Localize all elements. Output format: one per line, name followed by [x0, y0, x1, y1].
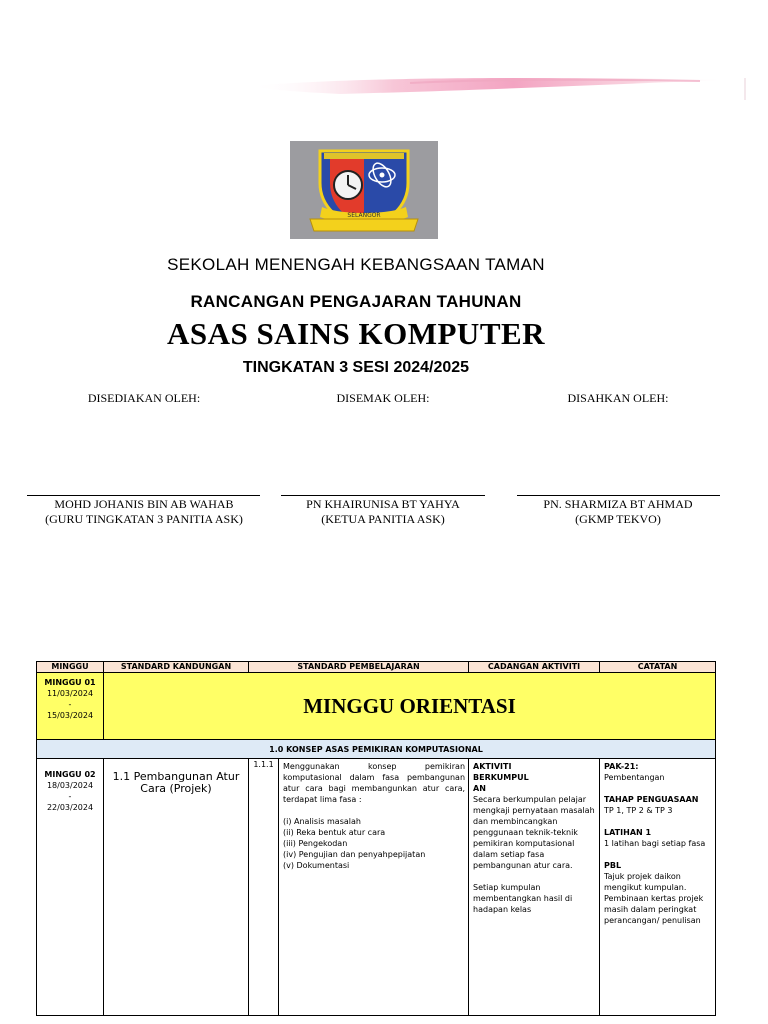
approved-by-role: (GKMP TEKVO) [575, 512, 661, 526]
checked-by-block [263, 497, 503, 527]
week-02-title: MINGGU 02 [44, 770, 96, 779]
week-01-dash: - [68, 700, 72, 709]
approved-by-block [498, 497, 738, 527]
section-row [37, 740, 716, 759]
prepared-by-block [24, 497, 264, 527]
cadangan-aktiviti-cell [469, 759, 600, 1016]
header-catatan: CATATAN [600, 662, 716, 673]
school-logo [290, 141, 438, 239]
sp-item: (ii) Reka bentuk atur cara [283, 828, 386, 837]
standard-pembelajaran-cell [279, 759, 469, 1016]
approved-by-heading: DISAHKAN OLEH: [567, 391, 669, 405]
note-tp-title: TAHAP PENGUASAAN [604, 795, 699, 804]
prepared-by-signature-line [27, 495, 260, 496]
week-02-cell [37, 759, 104, 1016]
checked-by-heading: DISEMAK OLEH: [336, 391, 430, 405]
note-latihan-title: LATIHAN 1 [604, 828, 652, 837]
activity-title-line-3: AN [473, 784, 486, 793]
week-01-start: 11/03/2024 [46, 689, 94, 698]
activity-description: Secara berkumpulan pelajar mengkaji pernyataan masalah dan membincangkan penggunaan teknik-teknik pemikiran komputasional dalam setiap fasa pembangunan atur cara. [473, 795, 595, 870]
week-01-cell [37, 673, 104, 740]
learning-standard-code: 1.1.1 [249, 759, 279, 1016]
sp-item: (iv) Pengujian dan penyahpepijatan [283, 850, 426, 859]
note-latihan-text: 1 latihan bagi setiap fasa [604, 839, 706, 848]
activity-title-line-1: AKTIVITI [473, 762, 512, 771]
approved-by-signature-line [517, 495, 720, 496]
logo-banner-text: SELANGOR [347, 212, 381, 219]
standard-kandungan-cell: 1.1 Pembangunan Atur Cara (Projek) [104, 759, 249, 1016]
week-01-title: MINGGU 01 [44, 678, 96, 687]
catatan-cell [600, 759, 716, 1016]
sp-item: (v) Dokumentasi [283, 861, 350, 870]
note-tp-text: TP 1, TP 2 & TP 3 [604, 806, 673, 815]
week-02-start: 18/03/2024 [46, 781, 94, 790]
sp-item: (i) Analisis masalah [283, 817, 361, 826]
note-pak21-title: PAK-21: [604, 762, 639, 771]
header-standard-pembelajaran: STANDARD PEMBELAJARAN [249, 662, 469, 673]
brush-stroke-decoration [230, 74, 750, 100]
header-minggu: MINGGU [37, 662, 104, 673]
note-pbl-text: Tajuk projek daikon mengikut kumpulan. Pembinaan kertas projek masih dalam peringkat perancangan/ penulisan [604, 872, 704, 925]
note-pak21-text: Pembentangan [604, 773, 665, 782]
checked-by-name: PN KHAIRUNISA BT YAHYA [306, 497, 460, 511]
level-session: TINGKATAN 3 SESI 2024/2025 [242, 359, 470, 376]
orientation-week-label: MINGGU ORIENTASI [104, 673, 716, 740]
school-name: SEKOLAH MENENGAH KEBANGSAAN TAMAN [167, 255, 545, 274]
week-02-end: 22/03/2024 [46, 803, 94, 812]
week-01-end: 15/03/2024 [46, 711, 94, 720]
table-row [37, 673, 716, 740]
prepared-by-role: (GURU TINGKATAN 3 PANITIA ASK) [45, 512, 243, 526]
header-cadangan-aktiviti: CADANGAN AKTIVITI [469, 662, 600, 673]
section-title: 1.0 KONSEP ASAS PEMIKIRAN KOMPUTASIONAL [37, 740, 716, 759]
approved-by-name: PN. SHARMIZA BT AHMAD [543, 497, 693, 511]
activity-title-line-2: BERKUMPUL [473, 773, 529, 782]
note-pbl-title: PBL [604, 861, 622, 870]
checked-by-signature-line [281, 495, 485, 496]
sp-item: (iii) Pengekodan [283, 839, 348, 848]
checked-by-role: (KETUA PANITIA ASK) [321, 512, 445, 526]
lesson-plan-table [36, 661, 716, 1016]
prepared-by-heading: DISEDIAKAN OLEH: [87, 391, 201, 405]
plan-title: RANCANGAN PENGAJARAN TAHUNAN [190, 292, 522, 311]
table-row [37, 759, 716, 1016]
header-standard-kandungan: STANDARD KANDUNGAN [104, 662, 249, 673]
prepared-by-name: MOHD JOHANIS BIN AB WAHAB [54, 497, 234, 511]
subject-title: ASAS SAINS KOMPUTER [166, 316, 546, 351]
week-02-dash: - [68, 792, 72, 801]
activity-presentation: Setiap kumpulan membentangkan hasil di hadapan kelas [473, 883, 573, 914]
sp-description: Menggunakan konsep pemikiran komputasional dalam fasa pembangunan atur cara bagi membangunkan atur cara, terdapat lima fasa : [283, 762, 466, 804]
table-header-row [37, 662, 716, 673]
